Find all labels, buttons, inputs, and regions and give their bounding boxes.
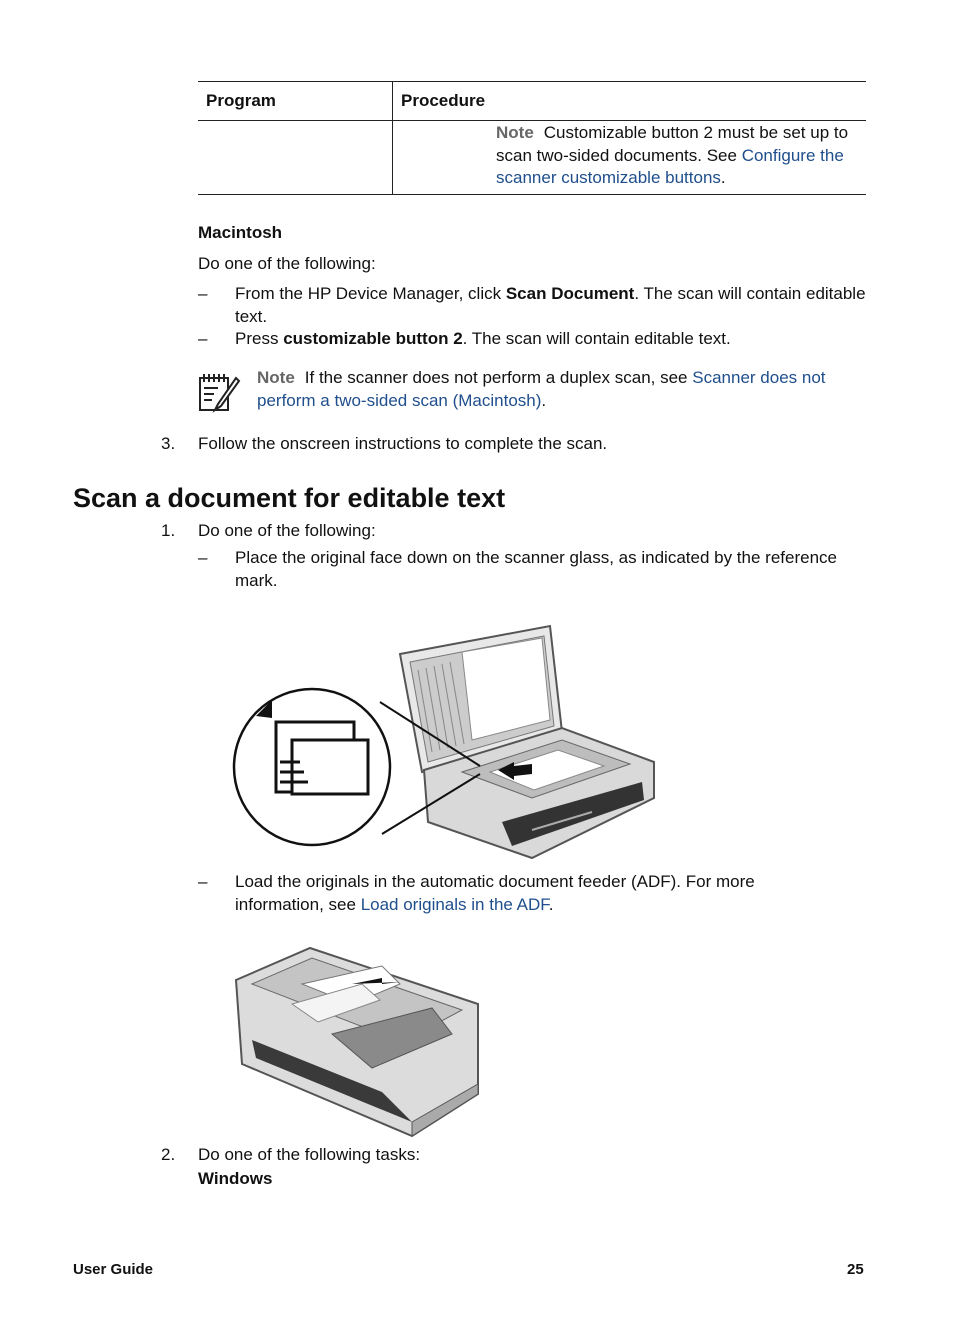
mac-note-end: . — [541, 390, 547, 410]
procedure-table — [198, 81, 866, 195]
scan-document-term: Scan Document — [505, 284, 635, 303]
mac-item-1-post: . The scan will contain editable text. — [235, 284, 866, 326]
note-icon — [196, 370, 242, 414]
mac-item-2 — [235, 328, 866, 351]
mac-note — [257, 367, 869, 412]
mac-item-1 — [235, 283, 866, 328]
note-text: Customizable button 2 must be set up to scan two-sided documents. See — [496, 123, 849, 165]
adf-scanner-illustration — [232, 944, 482, 1140]
mac-note-text: If the scanner does not perform a duplex scan, see — [304, 368, 688, 387]
page-number: 25 — [847, 1261, 864, 1278]
table-cell-procedure — [393, 121, 867, 195]
step-3-text: Follow the onscreen instructions to complete the scan. — [198, 434, 608, 453]
bullet-1-dash: – — [198, 548, 208, 567]
note-end: . — [720, 168, 726, 187]
bullet-2-end: . — [548, 894, 554, 914]
load-originals-adf-link[interactable]: Load originals in the ADF — [360, 894, 549, 914]
step-2-number: 2. — [161, 1145, 176, 1164]
mac-intro: Do one of the following: — [198, 254, 376, 273]
table-note — [496, 122, 858, 190]
windows-heading: Windows — [198, 1169, 273, 1188]
step-1-number: 1. — [161, 521, 176, 540]
step-2-text: Do one of the following tasks: — [198, 1145, 421, 1164]
table-header-program: Program — [198, 82, 393, 121]
mac-note-label: Note — [257, 368, 295, 387]
section-title: Scan a document for editable text — [73, 483, 506, 513]
note-label: Note — [496, 123, 534, 142]
macintosh-heading: Macintosh — [198, 223, 283, 242]
bullet-2-text: Load the originals in the automatic document feeder (ADF). For more information, see — [235, 872, 755, 914]
step-3-number: 3. — [161, 434, 176, 453]
table-header-procedure: Procedure — [393, 82, 867, 121]
configure-buttons-link[interactable]: Configure the scanner customizable buttons — [496, 145, 844, 187]
mac-item-1-pre: From the HP Device Manager, click — [235, 284, 506, 303]
mac-item-1-dash: – — [198, 284, 208, 303]
duplex-troubleshoot-link[interactable]: Scanner does not perform a two-sided scan (Macintosh) — [257, 368, 826, 410]
mac-item-2-pre: Press — [235, 329, 284, 348]
footer-guide-title: User Guide — [73, 1261, 154, 1278]
table-row — [198, 121, 866, 195]
flatbed-scanner-illustration — [232, 622, 658, 868]
step-1-text: Do one of the following: — [198, 521, 376, 540]
customizable-button-term: customizable button 2 — [283, 329, 463, 348]
bullet-1-text: Place the original face down on the scanner glass, as indicated by the reference mark. — [235, 548, 837, 590]
bullet-2 — [235, 871, 845, 916]
mac-item-2-dash: – — [198, 329, 208, 348]
mac-item-2-post: . The scan will contain editable text. — [462, 329, 731, 348]
bullet-2-dash: – — [198, 872, 208, 891]
table-cell-program — [198, 121, 393, 195]
